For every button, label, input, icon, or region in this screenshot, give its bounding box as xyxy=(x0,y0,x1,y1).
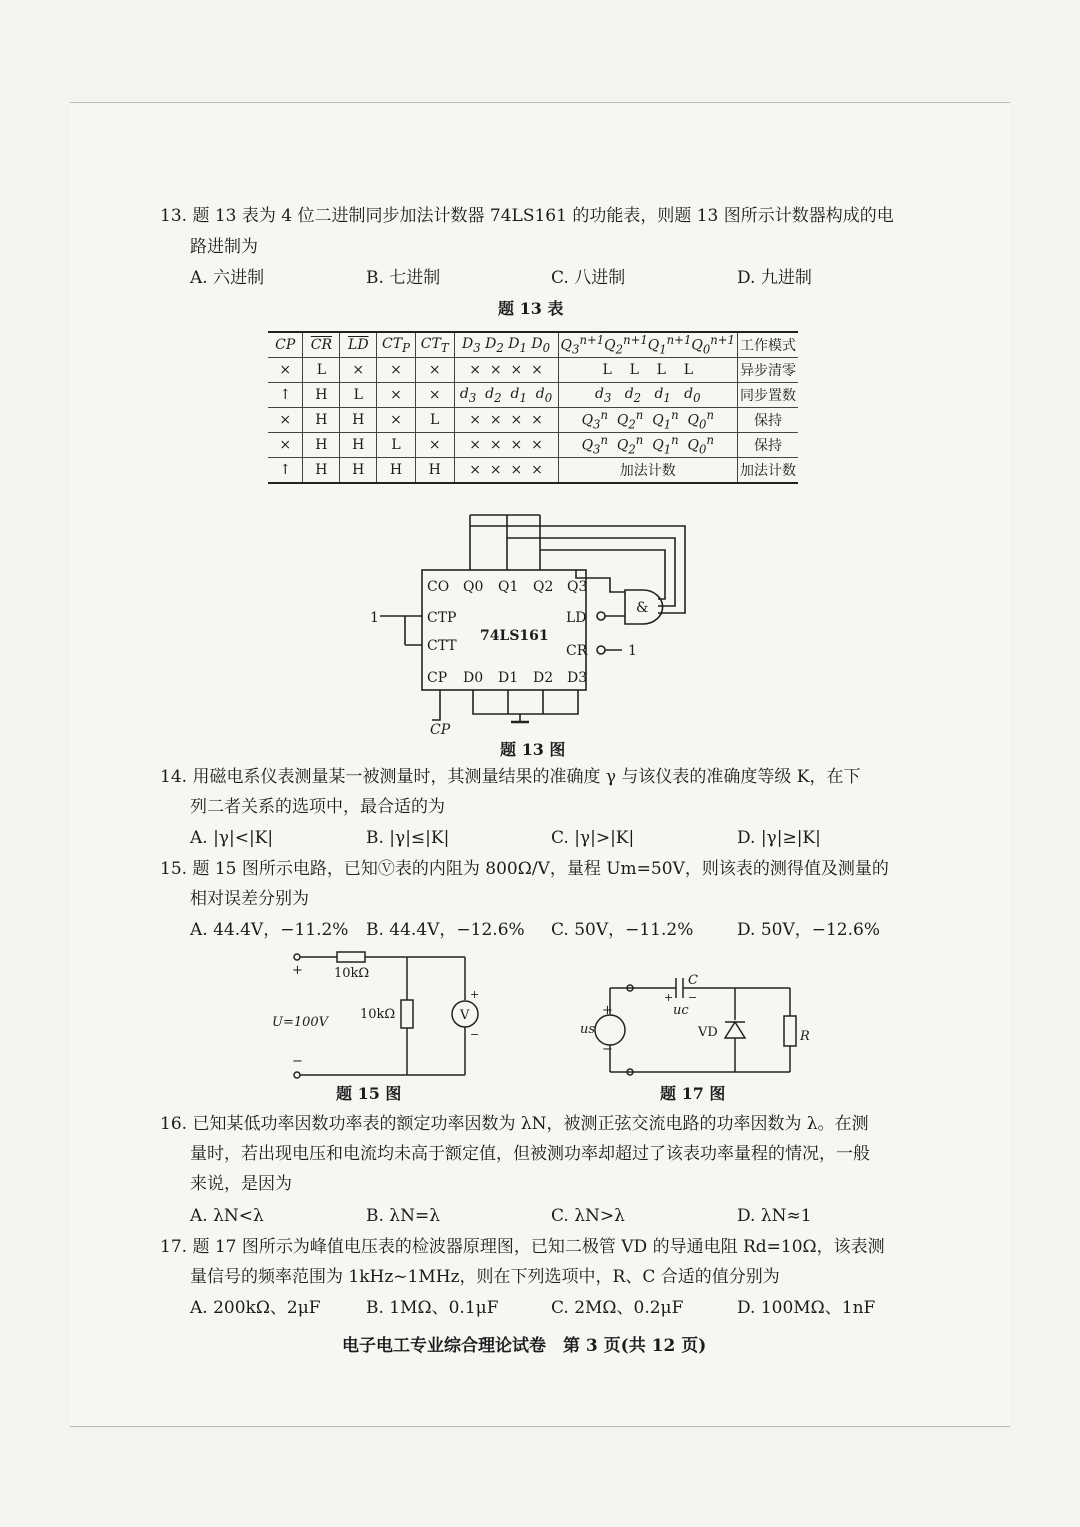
table-cell: × × × × xyxy=(454,433,558,458)
table-cell: $d_3$ $d_2$ $d_1$ $d_0$ xyxy=(558,383,737,408)
pin-d3: D3 xyxy=(567,670,588,686)
table-cell: × xyxy=(377,358,416,383)
resistor-r1 xyxy=(337,952,365,962)
q16-text-line2: 量时，若出现电压和电流均未高于额定值，但被测功率却超过了该表功率量程的情况，一般 xyxy=(190,1144,870,1164)
pin-ctt: CTT xyxy=(427,638,457,654)
q17-option-b: B. 1MΩ、0.1μF xyxy=(366,1298,499,1318)
resistor-r2 xyxy=(401,1000,413,1028)
q14-text-line2: 列二者关系的选项中，最合适的为 xyxy=(190,797,445,817)
q14-text-line1: 14. 用磁电系仪表测量某一被测量时，其测量结果的准确度 γ 与该仪表的准确度等级 K，在下 xyxy=(160,767,861,787)
q17-detector-circuit xyxy=(568,970,808,1080)
q16-text-line3: 来说，是因为 xyxy=(190,1174,292,1194)
pin-q2: Q2 xyxy=(533,579,554,595)
pin-d2: D2 xyxy=(533,670,554,686)
pin-ctp: CTP xyxy=(427,610,457,626)
source-label: us xyxy=(580,1022,596,1037)
table-cell: × xyxy=(377,408,416,433)
table-cell: L L L L xyxy=(558,358,737,383)
diode-label: VD xyxy=(698,1025,718,1040)
resistor-r xyxy=(784,1016,796,1046)
gate-symbol: & xyxy=(636,600,649,616)
q14-option-a: A. |γ|<|K| xyxy=(190,828,274,848)
clock-label: CP xyxy=(430,722,451,738)
table-row xyxy=(268,433,798,458)
q15-option-c: C. 50V，−11.2% xyxy=(551,920,694,940)
source-plus: + xyxy=(292,963,303,978)
cap-minus: − xyxy=(688,991,698,1004)
source-minus: − xyxy=(292,1054,303,1069)
resistor-label: R xyxy=(800,1029,810,1044)
table-header-cell: 工作模式 xyxy=(738,332,799,358)
pin-co: CO xyxy=(427,579,450,595)
signal-source xyxy=(595,1015,625,1045)
table-cell: H xyxy=(303,383,340,408)
table-cell: H xyxy=(340,458,377,484)
q16-option-c: C. λN>λ xyxy=(551,1206,625,1226)
q15-text-line1: 15. 题 15 图所示电路，已知Ⓥ表的内阻为 800Ω/V，量程 Um=50V，则该表的测得值及测量的 xyxy=(160,859,889,879)
cap-voltage-label: uc xyxy=(673,1003,689,1018)
q15-figure-caption: 题 15 图 xyxy=(336,1084,402,1103)
q15-option-a: A. 44.4V，−11.2% xyxy=(190,920,349,940)
table-header-cell: CP xyxy=(268,332,303,358)
q15-text-line2: 相对误差分别为 xyxy=(190,889,309,909)
pin-cr: CR xyxy=(566,643,588,659)
pin-q3: Q3 xyxy=(567,579,588,595)
q13-text-line2: 路进制为 xyxy=(190,237,258,257)
q17-figure-caption: 题 17 图 xyxy=(660,1084,726,1103)
table-cell: × xyxy=(268,358,303,383)
q16-option-a: A. λN<λ xyxy=(190,1206,264,1226)
table-cell: ↑ xyxy=(268,458,303,484)
table-cell: L xyxy=(303,358,340,383)
table-cell: $Q_3^n$ $Q_2^n$ $Q_1^n$ $Q_0^n$ xyxy=(558,408,737,433)
q13-figure-caption: 题 13 图 xyxy=(500,740,566,759)
table-row xyxy=(268,358,798,383)
function-table xyxy=(268,331,798,484)
q14-option-b: B. |γ|≤|K| xyxy=(366,828,450,848)
meter-label: V xyxy=(460,1008,470,1023)
table-header-cell: $\overline{CR}$ xyxy=(303,332,340,358)
q17-option-a: A. 200kΩ、2μF xyxy=(190,1298,321,1318)
r1-label: 10kΩ xyxy=(334,966,370,981)
diode-vd xyxy=(725,1022,745,1038)
table-cell: 同步置数 xyxy=(738,383,799,408)
q13-option-b: B. 七进制 xyxy=(366,268,441,288)
page-footer: 电子电工专业综合理论试卷 第 3 页(共 12 页) xyxy=(342,1336,707,1356)
table-header-row xyxy=(268,332,798,358)
table-cell: H xyxy=(303,433,340,458)
source-label: U=100V xyxy=(272,1015,329,1030)
q13-table-caption: 题 13 表 xyxy=(498,299,564,318)
q16-option-b: B. λN=λ xyxy=(366,1206,440,1226)
q17-option-d: D. 100MΩ、1nF xyxy=(737,1298,876,1318)
table-cell: L xyxy=(340,383,377,408)
table-cell: 加法计数 xyxy=(558,458,737,484)
r2-label: 10kΩ xyxy=(360,1007,396,1022)
table-cell: × xyxy=(377,383,416,408)
table-cell: × xyxy=(415,433,454,458)
table-cell: $d_3$ $d_2$ $d_1$ $d_0$ xyxy=(454,383,558,408)
input-one-right: 1 xyxy=(628,643,637,659)
q13-option-a: A. 六进制 xyxy=(190,268,265,288)
bottom-rule xyxy=(70,1426,1010,1427)
q13-option-c: C. 八进制 xyxy=(551,268,626,288)
table-header-cell: $Q_3^{n+1}Q_2^{n+1}Q_1^{n+1}Q_0^{n+1}$ xyxy=(558,332,737,358)
table-cell: H xyxy=(377,458,416,484)
table-cell: H xyxy=(303,408,340,433)
table-cell: H xyxy=(340,408,377,433)
table-row xyxy=(268,408,798,433)
q15-option-d: D. 50V，−12.6% xyxy=(737,920,880,940)
table-header-cell: $CT_P$ xyxy=(377,332,416,358)
pin-q1: Q1 xyxy=(498,579,519,595)
table-cell: H xyxy=(303,458,340,484)
table-cell: 保持 xyxy=(738,408,799,433)
table-cell: 保持 xyxy=(738,433,799,458)
table-cell: L xyxy=(377,433,416,458)
meter-plus: + xyxy=(470,988,480,1001)
table-cell: 异步清零 xyxy=(738,358,799,383)
pin-d1: D1 xyxy=(498,670,519,686)
input-one-left: 1 xyxy=(370,610,379,626)
chip-label: 74LS161 xyxy=(480,628,549,644)
q13-option-d: D. 九进制 xyxy=(737,268,812,288)
table-cell: × × × × xyxy=(454,358,558,383)
meter-minus: − xyxy=(470,1028,480,1041)
table-row xyxy=(268,383,798,408)
q14-option-c: C. |γ|>|K| xyxy=(551,828,635,848)
table-cell: × xyxy=(268,408,303,433)
table-cell: H xyxy=(415,458,454,484)
q17-text-line1: 17. 题 17 图所示为峰值电压表的检波器原理图，已知二极管 VD 的导通电阻 Rd=10Ω，该表测 xyxy=(160,1237,885,1257)
source-plus: + xyxy=(602,1003,613,1018)
table-cell: × xyxy=(340,358,377,383)
q13-text-line1: 13. 题 13 表为 4 位二进制同步加法计数器 74LS161 的功能表，则题 13 图所示计数器构成的电 xyxy=(160,206,894,226)
source-minus: − xyxy=(602,1042,613,1057)
table-cell: × × × × xyxy=(454,408,558,433)
q15-circuit xyxy=(262,948,492,1084)
table-cell: × xyxy=(268,433,303,458)
table-cell: 加法计数 xyxy=(738,458,799,484)
q15-option-b: B. 44.4V，−12.6% xyxy=(366,920,525,940)
table-cell: ↑ xyxy=(268,383,303,408)
pin-d0: D0 xyxy=(463,670,484,686)
table-header-cell: $\overline{LD}$ xyxy=(340,332,377,358)
cap-label: C xyxy=(688,973,698,988)
table-cell: H xyxy=(340,433,377,458)
q13-counter-circuit xyxy=(360,508,700,740)
table-row xyxy=(268,458,798,484)
pin-cp: CP xyxy=(427,670,448,686)
q17-text-line2: 量信号的频率范围为 1kHz~1MHz，则在下列选项中，R、C 合适的值分别为 xyxy=(190,1267,780,1287)
table-cell: $Q_3^n$ $Q_2^n$ $Q_1^n$ $Q_0^n$ xyxy=(558,433,737,458)
table-cell: × xyxy=(415,358,454,383)
q16-text-line1: 16. 已知某低功率因数功率表的额定功率因数为 λN，被测正弦交流电路的功率因数为 λ。在测 xyxy=(160,1114,869,1134)
pin-q0: Q0 xyxy=(463,579,484,595)
q14-option-d: D. |γ|≥|K| xyxy=(737,828,821,848)
pin-ld: LD xyxy=(566,610,587,626)
table-cell: L xyxy=(415,408,454,433)
table-header-cell: $CT_T$ xyxy=(415,332,454,358)
q16-option-d: D. λN≈1 xyxy=(737,1206,812,1226)
table-cell: × xyxy=(415,383,454,408)
table-cell: × × × × xyxy=(454,458,558,484)
cap-plus: + xyxy=(664,991,674,1004)
table-header-cell: $D_3$ $D_2$ $D_1$ $D_0$ xyxy=(454,332,558,358)
q17-option-c: C. 2MΩ、0.2μF xyxy=(551,1298,684,1318)
